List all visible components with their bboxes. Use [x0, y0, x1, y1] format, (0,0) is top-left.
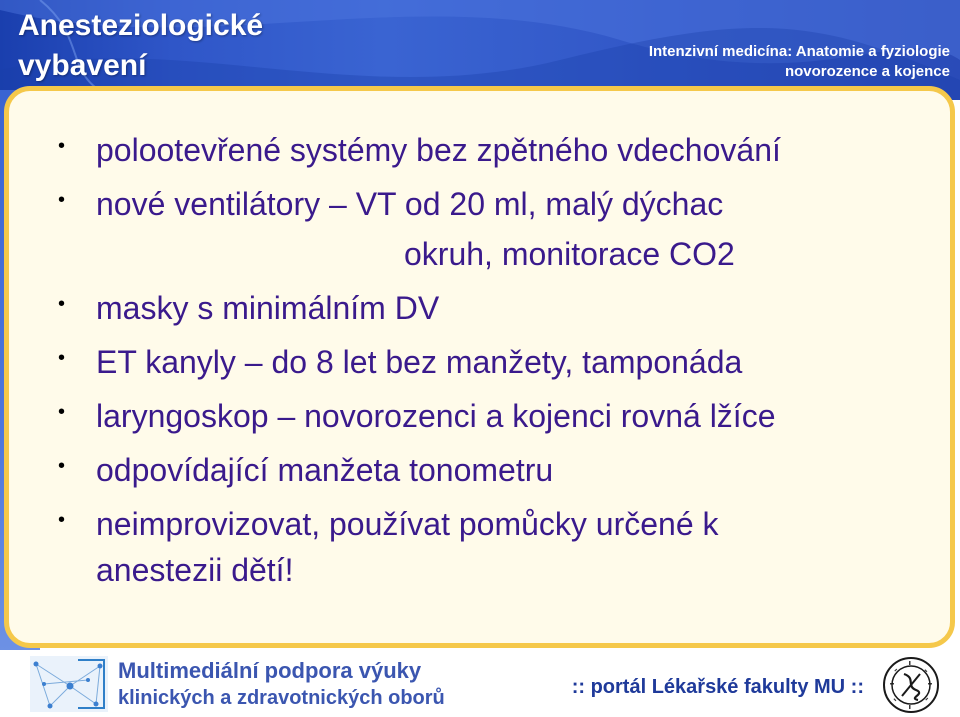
university-seal-icon: [882, 656, 940, 714]
bullet-text: polootevřené systémy bez zpětného vdechování: [96, 132, 781, 168]
list-item: [56, 286, 936, 330]
network-logo-icon: [30, 656, 108, 712]
bullet-text: neimprovizovat, používat pomůcky určené k: [96, 506, 719, 542]
title-line-2: vybavení: [18, 49, 147, 82]
footer-subtitle: klinických a zdravotnických oborů: [118, 687, 445, 709]
list-item: [56, 502, 936, 592]
bullet-text: laryngoskop – novorozenci a kojenci rovná lžíce: [96, 398, 776, 434]
bullet-dot-icon: •: [58, 509, 66, 531]
subtitle-line-2: novorozence a kojence: [784, 63, 950, 80]
list-item: [56, 128, 936, 172]
list-item: [56, 448, 936, 492]
portal-link[interactable]: :: portál Lékařské fakulty MU ::: [571, 676, 864, 698]
bullet-dot-icon: •: [58, 401, 66, 423]
bullet-dot-icon: •: [58, 189, 66, 211]
list-item: [56, 394, 936, 438]
bullet-dot-icon: •: [58, 455, 66, 477]
header-band: [0, 0, 960, 100]
footer: [0, 652, 960, 717]
bullet-dot-icon: •: [58, 135, 66, 157]
bullet-text: masky s minimálním DV: [96, 290, 440, 326]
list-item: [56, 182, 936, 276]
subtitle-line-1: Intenzivní medicína: Anatomie a fyziologie: [648, 43, 950, 60]
bullet-text-continuation: okruh, monitorace CO2: [404, 236, 735, 272]
footer-title: Multimediální podpora výuky: [118, 658, 422, 683]
list-item: [56, 340, 936, 384]
bullet-list: [56, 128, 936, 602]
bullet-dot-icon: •: [58, 347, 66, 369]
slide-title: [18, 6, 438, 86]
bullet-text: nové ventilátory – VT od 20 ml, malý dýchac: [96, 186, 724, 222]
bullet-text-continuation: anestezii dětí!: [96, 552, 294, 588]
slide-subtitle: [430, 42, 950, 82]
bullet-dot-icon: •: [58, 293, 66, 315]
bullet-text: odpovídající manžeta tonometru: [96, 452, 554, 488]
title-line-1: Anesteziologické: [18, 9, 264, 42]
bullet-text: ET kanyly – do 8 let bez manžety, tamponáda: [96, 344, 743, 380]
